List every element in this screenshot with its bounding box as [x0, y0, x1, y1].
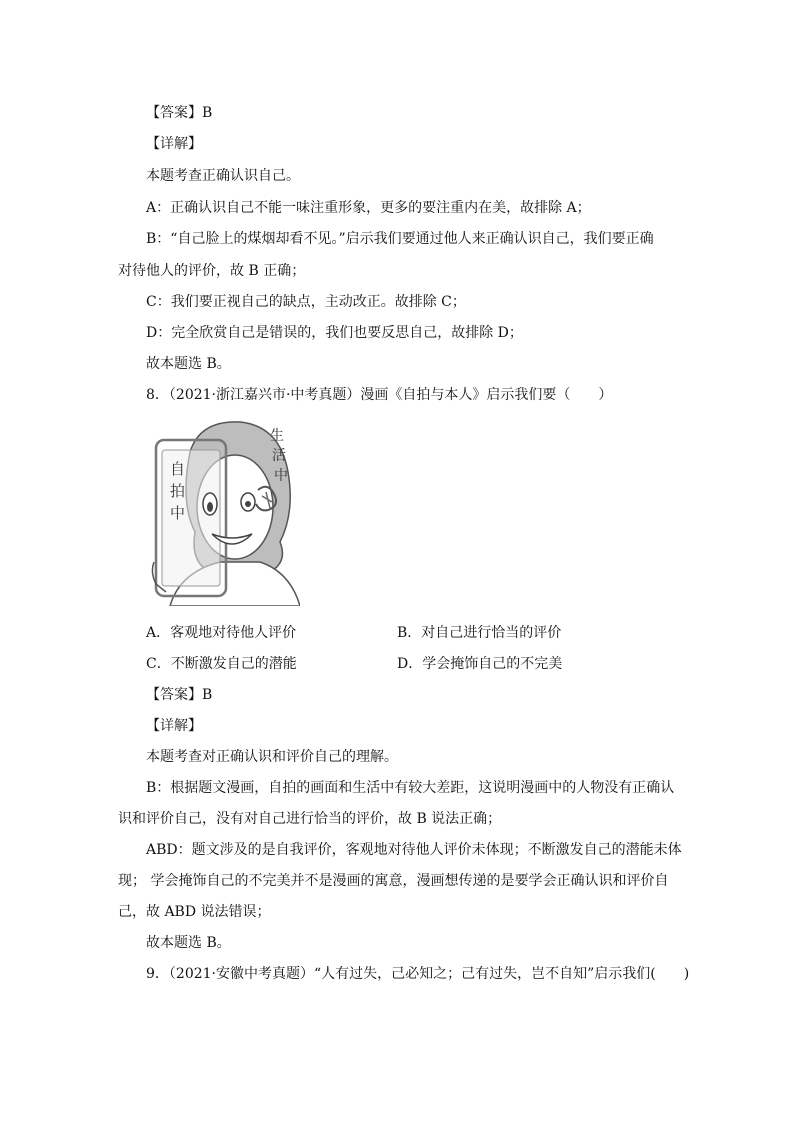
q8-stem: 8．（2021·浙江嘉兴市·中考真题）漫画《自拍与本人》启示我们要（ ） — [146, 387, 613, 403]
q8-analysis-b-line2: 识和评价自己，没有对自己进行恰当的评价，故 B 说法正确； — [118, 811, 502, 827]
q8-analysis-b-line1: B：根据题文漫画，自拍的画面和生活中有较大差距，这说明漫画中的人物没有正确认 — [146, 780, 675, 796]
q8-analysis-abd-line3: 己，故 ABD 说法错误； — [118, 904, 271, 920]
q7-analysis-c: C：我们要正视自己的缺点，主动改正。故排除 C； — [146, 294, 466, 310]
q8-intro: 本题考查对正确认识和评价自己的理解。 — [146, 749, 398, 765]
q8-detail-heading: 【详解】 — [146, 718, 202, 734]
label-life-char2: 活 — [272, 448, 286, 464]
q7-intro: 本题考查正确认识自己。 — [146, 168, 300, 184]
q8-option-a: A．客观地对待他人评价 — [146, 625, 297, 641]
q8-option-d: D．学会掩饰自己的不完美 — [397, 656, 563, 672]
q8-analysis-abd-line2: 现； 学会掩饰自己的不完美并不是漫画的寓意，漫画想传递的是要学会正确认识和评价自 — [118, 873, 669, 889]
label-life-char3: 中 — [274, 468, 288, 484]
label-selfie-char1: 自 — [170, 460, 186, 478]
q7-analysis-b-line2: 对待他人的评价，故 B 正确； — [118, 263, 306, 279]
q8-conclusion: 故本题选 B。 — [146, 935, 231, 951]
selfie-cartoon-figure — [150, 412, 300, 606]
q7-analysis-a: A：正确认识自己不能一味注重形象，更多的要注重内在美，故排除 A； — [146, 200, 591, 216]
label-selfie-char2: 拍 — [170, 482, 186, 500]
q8-analysis-abd-line1: ABD：题文涉及的是自我评价，客观地对待他人评价未体现；不断激发自己的潜能未体 — [146, 842, 682, 858]
q7-analysis-b-line1: B：“自己脸上的煤烟却看不见。”启示我们要通过他人来正确认识自己，我们要正确 — [146, 231, 654, 247]
q7-answer: 【答案】B — [146, 105, 213, 121]
q8-answer: 【答案】B — [146, 687, 213, 703]
q9-stem: 9．（2021·安徽中考真题）“人有过失，己必知之；己有过失，岂不自知”启示我们( ) — [146, 966, 690, 982]
q8-option-c: C．不断激发自己的潜能 — [146, 656, 297, 672]
q7-conclusion: 故本题选 B。 — [146, 356, 231, 372]
q7-analysis-d: D：完全欣赏自己是错误的，我们也要反思自己，故排除 D； — [146, 325, 523, 341]
label-selfie-char3: 中 — [170, 504, 186, 522]
q8-option-b: B．对自己进行恰当的评价 — [397, 625, 562, 641]
label-life-char1: 生 — [270, 428, 284, 444]
q7-detail-heading: 【详解】 — [146, 136, 202, 152]
